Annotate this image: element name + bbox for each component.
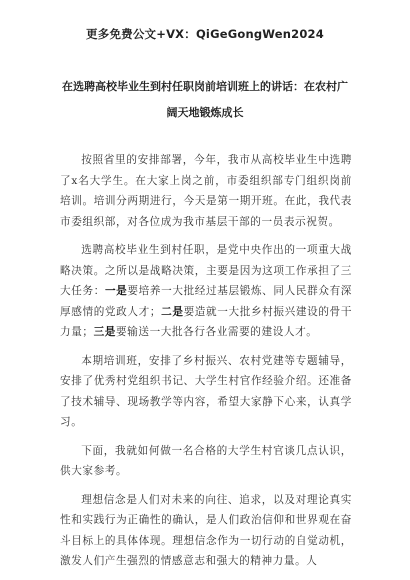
bold-marker-second: 二是: [161, 305, 184, 318]
paragraph-training: 本期培训班，安排了乡村振兴、农村党建等专题辅导，安排了优秀村党组织书记、大学生村官作经验介绍。还准备了技术辅导、现场教学等内容，希望大家静下心来，认真学习。: [60, 354, 352, 428]
paragraph-strategy-text-3: 要造就一大批乡村振兴建设的骨干力量；: [60, 305, 353, 338]
bold-marker-third: 三是: [93, 326, 116, 338]
paragraph-intro: 按照省里的安排部署，今年，我市从高校毕业生中选聘了x名大学生。在大家上岗之前，市委组织部专门组织岗前培训。培训分两期进行，今天是第一期开班。在此，我代表市委组织部，对各位成为我市基层干部的一员表示祝贺。: [60, 154, 352, 228]
document-header: 更多免费公文+VX：QiGeGongWen2024: [86, 27, 324, 41]
document-title: 在选聘高校毕业生到村任职岗前培训班上的讲话：在农村广阔天地锻炼成长: [62, 80, 348, 119]
paragraph-strategy: [60, 240, 352, 343]
paragraph-strategy-text-4: 要输送一大批各行各业需要的建设人才。: [115, 326, 318, 338]
paragraph-strategy-text-1: 选聘高校毕业生到村任职，是党中央作出的一项重大战略决策。之所以是战略决策，主要是因为这项工作承担了三大任务：: [60, 244, 352, 297]
bold-marker-first: 一是: [104, 285, 128, 297]
paragraph-transition: 下面，我就如何做一名合格的大学生村官谈几点认识，供大家参考。: [60, 444, 352, 477]
paragraph-strategy-text-2: 要培养一大批经过基层锻炼、同人民群众有深厚感情的党政人才；: [60, 285, 353, 318]
document-body: [60, 150, 352, 580]
paragraph-ideals: 理想信念是人们对未来的向往、追求，以及对理论真实性和实践行为正确性的确认，是人们政治信仰和世界观在奋斗目标上的具体体现。理想信念作为一切行动的自觉动机，激发人们产生强烈的情感意志和强大的精神力量。人: [60, 493, 352, 567]
